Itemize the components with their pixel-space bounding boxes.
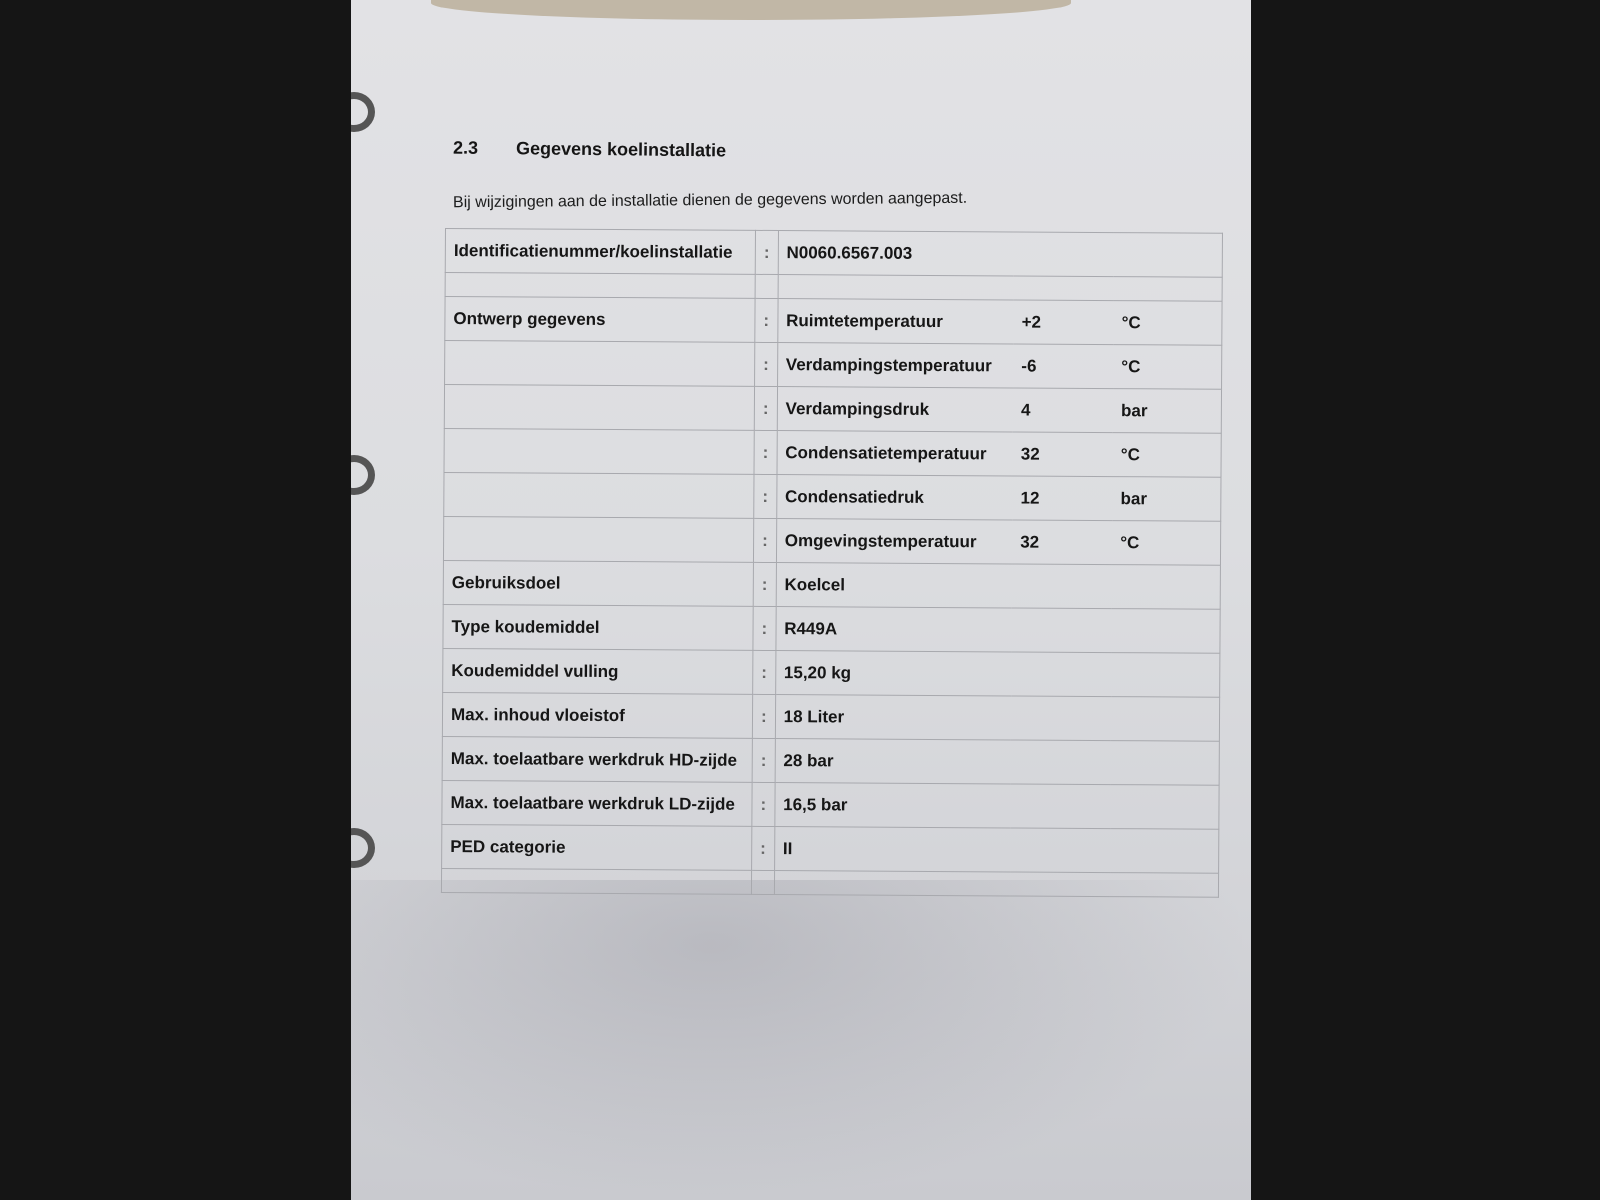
section-title: Gegevens koelinstallatie [515,138,727,161]
design-param: Condensatietemperatuur [777,431,1013,476]
table-row [442,824,1219,873]
binder-ring [351,92,375,132]
design-value: 4 [1013,388,1113,433]
design-value: +2 [1013,300,1113,345]
colon-separator: : [752,782,775,826]
row-value: R449A [776,607,1221,654]
row-label: Max. toelaatbare werkdruk HD-zijde [442,736,752,782]
design-unit: °C [1113,345,1222,390]
table-row [445,297,1222,346]
colon-separator: : [755,342,778,386]
row-value: 28 bar [775,739,1220,786]
table-row [442,780,1219,829]
design-value: 32 [1012,520,1112,565]
table-row [445,229,1222,278]
colon-separator: : [754,386,777,430]
row-label: Koudemiddel vulling [443,648,753,694]
table-row [442,736,1219,785]
row-value: II [774,827,1219,874]
row-label: Gebruiksdoel [443,560,753,606]
design-value: 12 [1012,476,1112,521]
design-param: Condensatiedruk [776,475,1012,520]
row-value: 18 Liter [775,695,1220,742]
colon-separator: : [752,826,775,870]
binder-ring [351,455,375,495]
design-param: Verdampingstemperatuur [777,343,1013,388]
row-value: 16,5 bar [775,783,1220,830]
row-label: Max. inhoud vloeistof [442,692,752,738]
row-label: Ontwerp gegevens [445,297,755,343]
row-label: Max. toelaatbare werkdruk LD-zijde [442,780,752,826]
colon-separator: : [754,430,777,474]
section-heading [453,138,726,162]
installation-data-table [441,228,1223,898]
design-value: 32 [1013,432,1113,477]
document-page [351,0,1251,1200]
table-row [442,692,1219,741]
colon-separator: : [752,694,775,738]
section-number: 2.3 [452,137,479,158]
table-row [443,516,1220,565]
colon-separator: : [753,562,776,606]
colon-separator: : [752,738,775,782]
row-value: N0060.6567.003 [778,231,1223,278]
spacer-row [441,868,1218,897]
row-value: Koelcel [776,563,1221,610]
table-row [443,604,1220,653]
colon-separator: : [753,606,776,650]
design-unit: °C [1113,301,1222,346]
table-row [444,428,1221,477]
colon-separator: : [753,650,776,694]
design-unit: °C [1113,433,1222,478]
design-param: Verdampingsdruk [777,387,1013,432]
binder-ring [351,828,375,868]
row-label: Identificatienummer/koelinstallatie [445,229,755,275]
design-param: Omgevingstemperatuur [776,519,1012,564]
colon-separator: : [755,230,778,274]
design-param: Ruimtetemperatuur [777,299,1013,344]
colon-separator: : [755,298,778,342]
design-unit: bar [1112,477,1221,522]
design-unit: bar [1113,389,1222,434]
intro-text: Bij wijzigingen aan de installatie dienen de gegevens worden aangepast. [452,189,968,212]
colon-separator: : [753,518,776,562]
design-value: -6 [1013,344,1113,389]
background-object [431,0,1071,20]
table-row [444,385,1221,434]
table-row [445,341,1222,390]
row-value: 15,20 kg [775,651,1220,698]
table-row [443,648,1220,697]
row-label: PED categorie [442,824,752,870]
table-row [443,560,1220,609]
row-label: Type koudemiddel [443,604,753,650]
table-row [444,472,1221,521]
colon-separator: : [754,474,777,518]
design-unit: °C [1112,521,1221,566]
